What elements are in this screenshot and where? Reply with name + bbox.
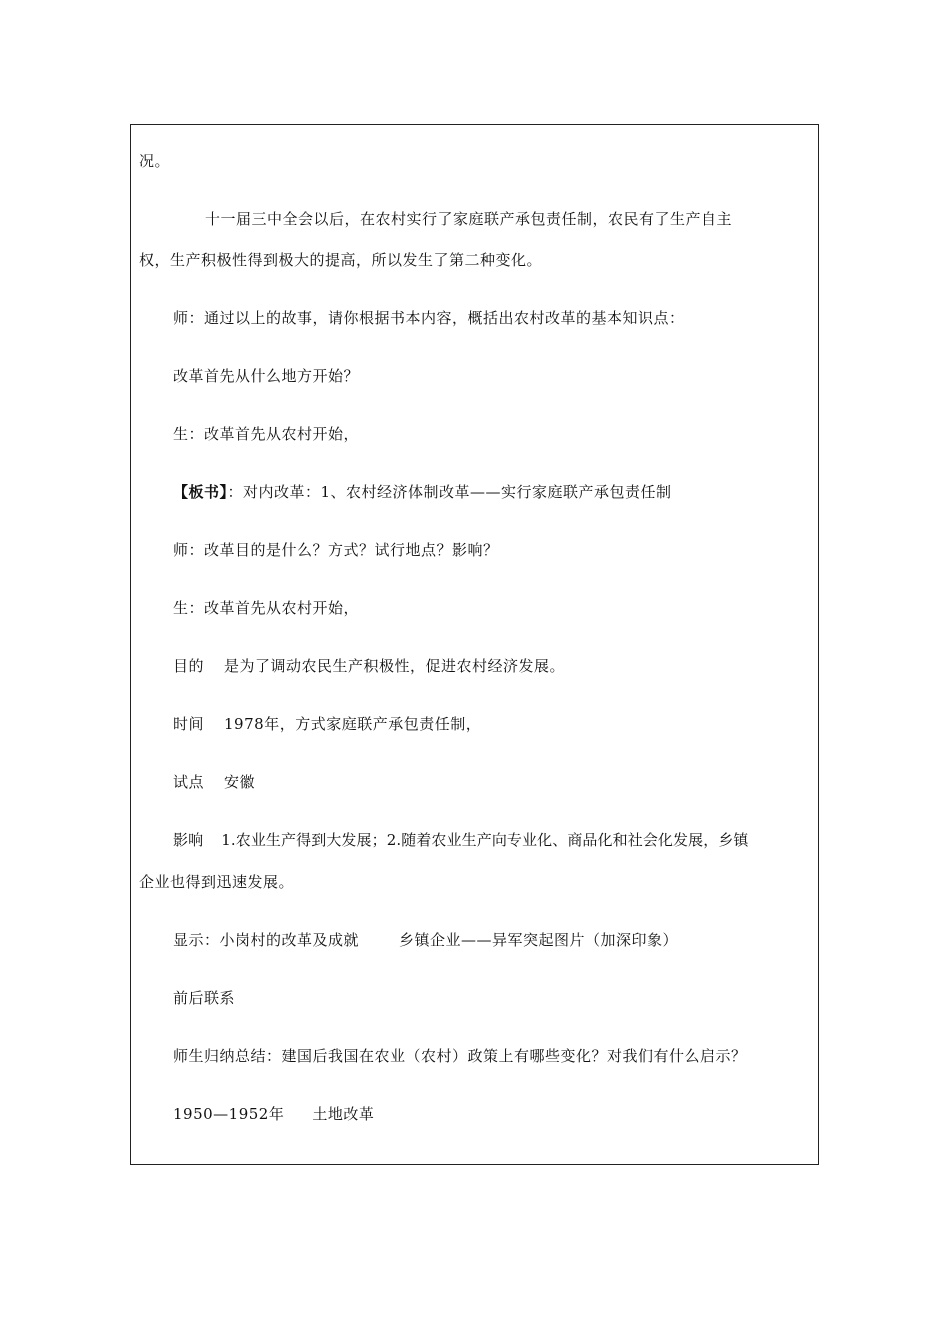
text-line-6: 生：改革首先从农村开始， [173,425,360,443]
text-line-8: 师：改革目的是什么？方式？试行地点？影响？ [173,541,499,559]
text-line-7 [173,482,672,502]
content-table-cell [130,124,819,1165]
pilot-text: 安徽 [224,773,256,791]
time-text: 1978年，方式家庭联产承包责任制， [224,715,482,733]
text-line-18 [173,1104,374,1124]
text-line-14: 企业也得到迅速发展。 [139,873,295,891]
impact-text: 1.农业生产得到大发展；2.随着农业生产向专业化、商品化和社会化发展，乡镇 [221,831,749,849]
time-label: 时间 [173,715,205,733]
purpose-text: 是为了调动农民生产积极性，促进农村经济发展。 [224,657,566,675]
text-line-17: 师生归纳总结：建国后我国在农业（农村）政策上有哪些变化？对我们有什么启示？ [173,1047,747,1065]
text-line-16: 前后联系 [173,989,236,1007]
impact-label: 影响 [173,831,204,849]
text-line-11 [173,714,481,734]
blackboard-label: 【板书】 [173,483,228,501]
text-line-13 [173,830,749,850]
text-line-10 [173,656,565,676]
display-text-b: 乡镇企业——异军突起图片（加深印象） [399,931,679,949]
text-line-5: 改革首先从什么地方开始？ [173,367,360,385]
text-line-12 [173,772,255,792]
pilot-label: 试点 [173,773,205,791]
blackboard-text: ：对内改革：1、农村经济体制改革——实行家庭联产承包责任制 [227,483,672,501]
text-line-9: 生：改革首先从农村开始， [173,599,360,617]
text-line-3: 权，生产积极性得到极大的提高，所以发生了第二种变化。 [139,251,543,269]
period-label: 1950—1952年 [173,1105,285,1123]
text-line-15 [173,930,678,950]
display-text-a: 显示：小岗村的改革及成就 [173,931,360,949]
period-text: 土地改革 [312,1105,375,1123]
text-line-2: 十一届三中全会以后，在农村实行了家庭联产承包责任制，农民有了生产自主 [205,210,733,228]
text-line-4: 师：通过以上的故事，请你根据书本内容，概括出农村改革的基本知识点： [173,309,685,327]
purpose-label: 目的 [173,657,205,675]
text-line-1: 况。 [139,152,171,170]
